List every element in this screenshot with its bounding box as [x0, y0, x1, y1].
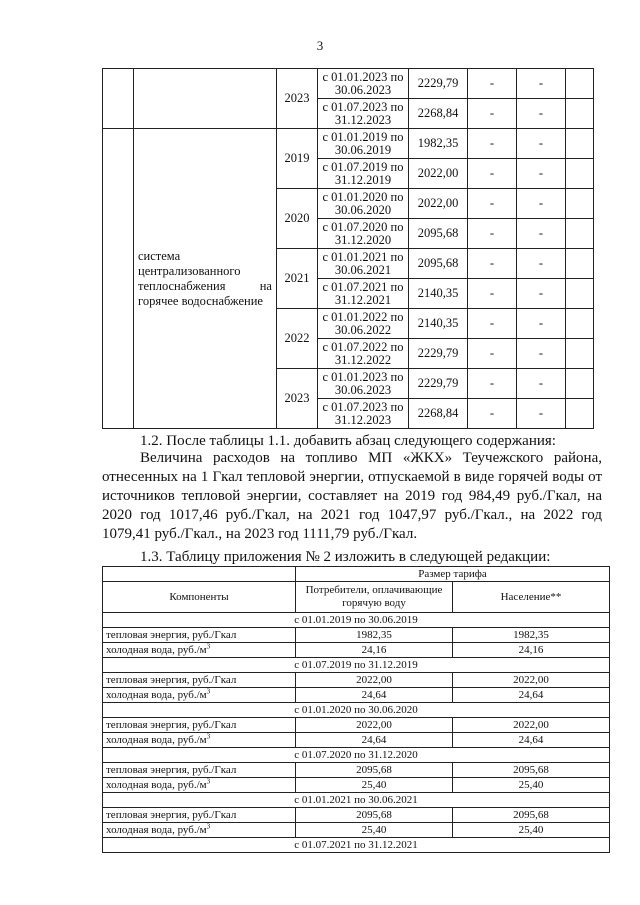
period-cell: с 01.07.2023 по 31.12.2023: [318, 99, 409, 129]
consumers-value: 24,16: [296, 643, 453, 658]
tariff-size-header: Размер тарифа: [296, 567, 610, 582]
period-row: [103, 613, 610, 628]
component-name-cell: [103, 763, 296, 778]
period-cell: с 01.01.2021 по 30.06.2021: [318, 249, 409, 279]
component-name: тепловая энергия, руб./Гкал: [106, 673, 237, 686]
dash-cell: -: [517, 219, 566, 249]
population-value: 24,64: [453, 733, 610, 748]
tariff-table-2: [102, 566, 610, 853]
dash-cell: -: [468, 249, 517, 279]
table-row: [103, 733, 610, 748]
dash-cell: -: [468, 219, 517, 249]
value-cell: 2095,68: [409, 249, 468, 279]
component-name: холодная вода, руб./м: [106, 823, 207, 836]
period-label: с 01.07.2021 по 31.12.2021: [103, 838, 610, 853]
empty-header-cell: [103, 567, 296, 582]
consumers-value: 1982,35: [296, 628, 453, 643]
consumers-value: 24,64: [296, 733, 453, 748]
population-value: 1982,35: [453, 628, 610, 643]
table-row: [103, 643, 610, 658]
population-value: 25,40: [453, 823, 610, 838]
table-row: [103, 808, 610, 823]
component-name-cell: [103, 823, 296, 838]
value-cell: 2268,84: [409, 399, 468, 429]
year-cell: 2023: [277, 69, 318, 129]
dash-cell: -: [468, 69, 517, 99]
unit-superscript: 3: [206, 686, 211, 695]
consumers-value: 2095,68: [296, 763, 453, 778]
system-name: система централизованного теплоснабжения на горячее водоснабжение: [138, 248, 272, 308]
component-name-cell: [103, 718, 296, 733]
paragraph-1-2-body: [102, 449, 602, 544]
empty-cell: [566, 339, 594, 369]
empty-cell: [566, 189, 594, 219]
empty-cell: [566, 159, 594, 189]
period-row: [103, 658, 610, 673]
dash-cell: -: [517, 279, 566, 309]
component-name-cell: [103, 733, 296, 748]
empty-cell: [566, 69, 594, 99]
dash-cell: -: [517, 249, 566, 279]
value-cell: 2229,79: [409, 339, 468, 369]
dash-cell: -: [517, 69, 566, 99]
consumers-value: 25,40: [296, 778, 453, 793]
table-row: [103, 673, 610, 688]
period-cell: с 01.01.2023 по 30.06.2023: [318, 369, 409, 399]
table-row: [103, 718, 610, 733]
component-name: тепловая энергия, руб./Гкал: [106, 628, 237, 641]
component-name-cell: [103, 778, 296, 793]
unit-superscript: 3: [206, 641, 211, 650]
dash-cell: -: [468, 189, 517, 219]
dash-cell: -: [468, 399, 517, 429]
period-label: с 01.01.2019 по 30.06.2019: [103, 613, 610, 628]
empty-cell: [566, 309, 594, 339]
period-row: [103, 703, 610, 718]
index-cell: [103, 69, 134, 129]
population-value: 2095,68: [453, 763, 610, 778]
period-cell: с 01.07.2023 по 31.12.2023: [318, 399, 409, 429]
dash-cell: -: [517, 99, 566, 129]
population-value: 2095,68: [453, 808, 610, 823]
consumers-value: 25,40: [296, 823, 453, 838]
consumers-value: 24,64: [296, 688, 453, 703]
population-value: 2022,00: [453, 718, 610, 733]
unit-superscript: 3: [206, 776, 211, 785]
consumers-header: Потребители, оплачивающие горячую воду: [296, 582, 453, 613]
period-cell: с 01.01.2023 по 30.06.2023: [318, 69, 409, 99]
empty-cell: [566, 99, 594, 129]
period-row: [103, 838, 610, 853]
empty-cell: [566, 279, 594, 309]
value-cell: 2022,00: [409, 189, 468, 219]
period-cell: с 01.01.2019 по 30.06.2019: [318, 129, 409, 159]
component-name: тепловая энергия, руб./Гкал: [106, 718, 237, 731]
unit-superscript: 3: [206, 821, 211, 830]
dash-cell: -: [517, 189, 566, 219]
dash-cell: -: [517, 339, 566, 369]
year-cell: 2023: [277, 369, 318, 429]
table-row: [103, 688, 610, 703]
component-name-cell: [103, 628, 296, 643]
table-row: [103, 778, 610, 793]
consumers-value: 2022,00: [296, 718, 453, 733]
consumers-value: 2095,68: [296, 808, 453, 823]
table-header-row: [103, 567, 610, 582]
year-cell: 2022: [277, 309, 318, 369]
value-cell: 2268,84: [409, 99, 468, 129]
value-cell: 2095,68: [409, 219, 468, 249]
period-label: с 01.07.2019 по 31.12.2019: [103, 658, 610, 673]
component-name-cell: [103, 673, 296, 688]
period-cell: с 01.07.2021 по 31.12.2021: [318, 279, 409, 309]
dash-cell: -: [517, 399, 566, 429]
value-cell: 2229,79: [409, 69, 468, 99]
dash-cell: -: [468, 279, 517, 309]
components-header: Компоненты: [103, 582, 296, 613]
dash-cell: -: [468, 99, 517, 129]
table-row: [103, 763, 610, 778]
period-label: с 01.01.2021 по 30.06.2021: [103, 793, 610, 808]
table-row: [103, 129, 594, 159]
index-cell: [103, 129, 134, 429]
empty-cell: [566, 249, 594, 279]
value-cell: 2140,35: [409, 279, 468, 309]
period-label: с 01.01.2020 по 30.06.2020: [103, 703, 610, 718]
paragraph-1-3: 1.3. Таблицу приложения № 2 изложить в следующей редакции:: [140, 549, 551, 565]
year-cell: 2019: [277, 129, 318, 189]
table-row: [103, 69, 594, 99]
period-cell: с 01.07.2019 по 31.12.2019: [318, 159, 409, 189]
table-row: [103, 823, 610, 838]
system-name-cell: [134, 69, 277, 129]
dash-cell: -: [468, 309, 517, 339]
value-cell: 2229,79: [409, 369, 468, 399]
component-name-cell: [103, 643, 296, 658]
component-name: холодная вода, руб./м: [106, 688, 207, 701]
value-cell: 1982,35: [409, 129, 468, 159]
period-label: с 01.07.2020 по 31.12.2020: [103, 748, 610, 763]
year-cell: 2020: [277, 189, 318, 249]
dash-cell: -: [468, 369, 517, 399]
value-cell: 2140,35: [409, 309, 468, 339]
period-row: [103, 748, 610, 763]
dash-cell: -: [468, 129, 517, 159]
component-name: тепловая энергия, руб./Гкал: [106, 763, 237, 776]
empty-cell: [566, 399, 594, 429]
unit-superscript: 3: [206, 731, 211, 740]
empty-cell: [566, 219, 594, 249]
tariff-table-1: [102, 68, 594, 429]
year-cell: 2021: [277, 249, 318, 309]
component-name: холодная вода, руб./м: [106, 778, 207, 791]
dash-cell: -: [468, 339, 517, 369]
population-value: 2022,00: [453, 673, 610, 688]
population-value: 25,40: [453, 778, 610, 793]
component-name: тепловая энергия, руб./Гкал: [106, 808, 237, 821]
population-header: Население**: [453, 582, 610, 613]
dash-cell: -: [517, 369, 566, 399]
dash-cell: -: [517, 129, 566, 159]
table-row: [103, 628, 610, 643]
page-number: 3: [316, 38, 324, 53]
period-cell: с 01.07.2020 по 31.12.2020: [318, 219, 409, 249]
component-name-cell: [103, 688, 296, 703]
component-name: холодная вода, руб./м: [106, 733, 207, 746]
dash-cell: -: [517, 309, 566, 339]
empty-cell: [566, 129, 594, 159]
period-row: [103, 793, 610, 808]
value-cell: 2022,00: [409, 159, 468, 189]
paragraph-1-2-heading: 1.2. После таблицы 1.1. добавить абзац следующего содержания:: [140, 433, 556, 449]
component-name: холодная вода, руб./м: [106, 643, 207, 656]
component-name-cell: [103, 808, 296, 823]
period-cell: с 01.01.2022 по 30.06.2022: [318, 309, 409, 339]
paragraph-1-2-text: Величина расходов на топливо МП «ЖКХ» Теучежского района, отнесенных на 1 Гкал тепловой энергии, отпускаемой в виде горячей воды от источников тепловой энергии, составляет на 2019 год 984,49 руб./Гкал, на 2020 год 1017,46 руб./Гкал, на 2021 год 1047,97 руб./Гкал., на 2022 год 1079,41 руб./Гкал., на 2023 год 1111,79 руб./Гкал.: [102, 450, 602, 542]
population-value: 24,64: [453, 688, 610, 703]
system-name-cell: [134, 129, 277, 429]
dash-cell: -: [517, 159, 566, 189]
population-value: 24,16: [453, 643, 610, 658]
period-cell: с 01.01.2020 по 30.06.2020: [318, 189, 409, 219]
empty-cell: [566, 369, 594, 399]
dash-cell: -: [468, 159, 517, 189]
consumers-value: 2022,00: [296, 673, 453, 688]
table-header-row: [103, 582, 610, 613]
period-cell: с 01.07.2022 по 31.12.2022: [318, 339, 409, 369]
